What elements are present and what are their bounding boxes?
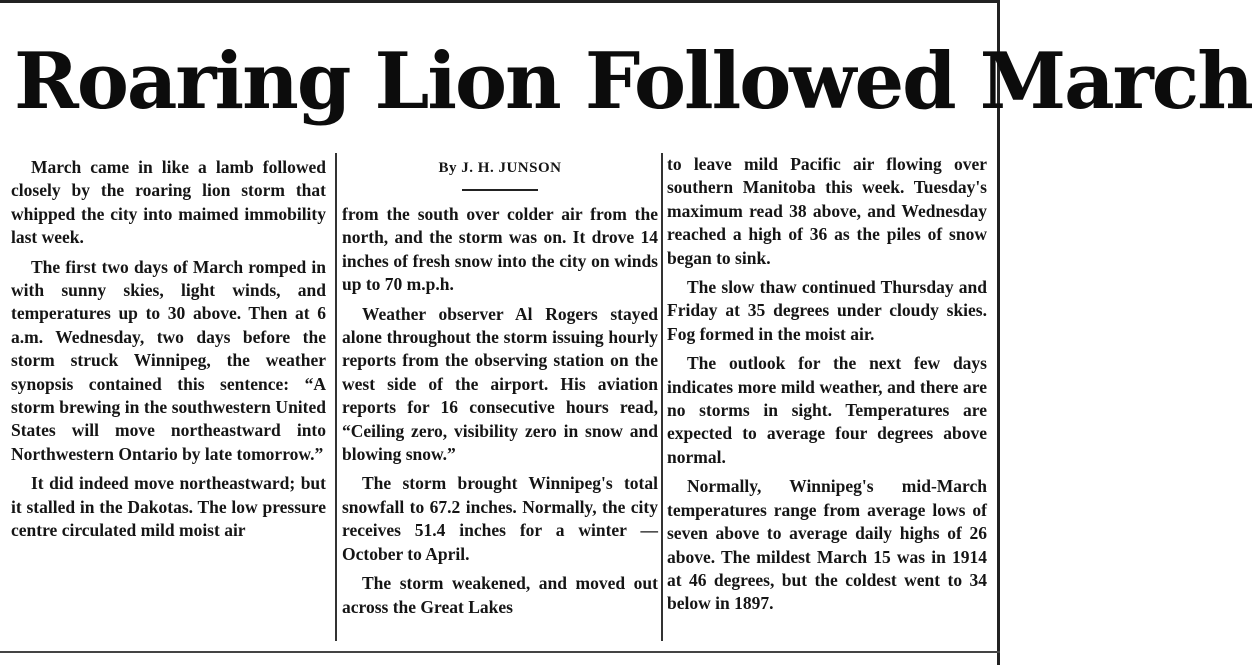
byline-rule	[462, 189, 538, 191]
article-column-2	[342, 153, 658, 653]
paragraph: March came in like a lamb followed closely by the roaring lion storm that whipped the city into maimed immobility last week.	[11, 157, 326, 248]
paragraph: The storm weakened, and moved out across the Great Lakes	[342, 573, 658, 617]
column-divider	[661, 153, 663, 641]
bottom-rule	[0, 651, 1000, 653]
paragraph: It did indeed move northeastward; but it stalled in the Dakotas. The low pressure centre circulated mild moist air	[11, 473, 326, 541]
byline: By J. H. JUNSON	[438, 160, 562, 176]
paragraph: The slow thaw continued Thursday and Friday at 35 degrees under cloudy skies. Fog formed in the moist air.	[667, 277, 987, 344]
paragraph: The first two days of March romped in with sunny skies, light winds, and temperatures up to 30 above. Then at 6 a.m. Wednesday, two days before the storm struck Winnipeg, the weather synopsis contained this sentence: “A storm brewing in the southwestern United States will move northeastward into Northwestern Ontario by late tomorrow.”	[11, 256, 326, 464]
paragraph: Normally, Winnipeg's mid-March temperatures range from average lows of seven above to average daily highs of 26 above. The mildest March 15 was in 1914 at 46 degrees, but the coldest went to 34 below in 1897.	[667, 476, 987, 614]
headline: Roaring Lion Followed March	[14, 36, 1252, 127]
paragraph: from the south over colder air from the north, and the storm was on. It drove 14 inches of fresh snow into the city on winds up to 70 m.p.h.	[342, 204, 658, 295]
column-divider	[335, 153, 337, 641]
article-column-1	[11, 153, 326, 653]
paragraph: The storm brought Winnipeg's total snowfall to 67.2 inches. Normally, the city receives 51.4 inches for a winter — October to April.	[342, 473, 658, 564]
paragraph: to leave mild Pacific air flowing over southern Manitoba this week. Tuesday's maximum read 38 above, and Wednesday reached a high of 36 as the piles of snow began to sink.	[667, 154, 987, 268]
paragraph: The outlook for the next few days indicates more mild weather, and there are no storms in sight. Temperatures are expected to average four degrees above normal.	[667, 353, 987, 467]
article-column-3	[667, 153, 987, 653]
paragraph: Weather observer Al Rogers stayed alone throughout the storm issuing hourly reports from the observing station on the west side of the airport. His aviation reports for 16 consecutive hours read, “Ceiling zero, visibility zero in snow and blowing snow.”	[342, 303, 658, 465]
